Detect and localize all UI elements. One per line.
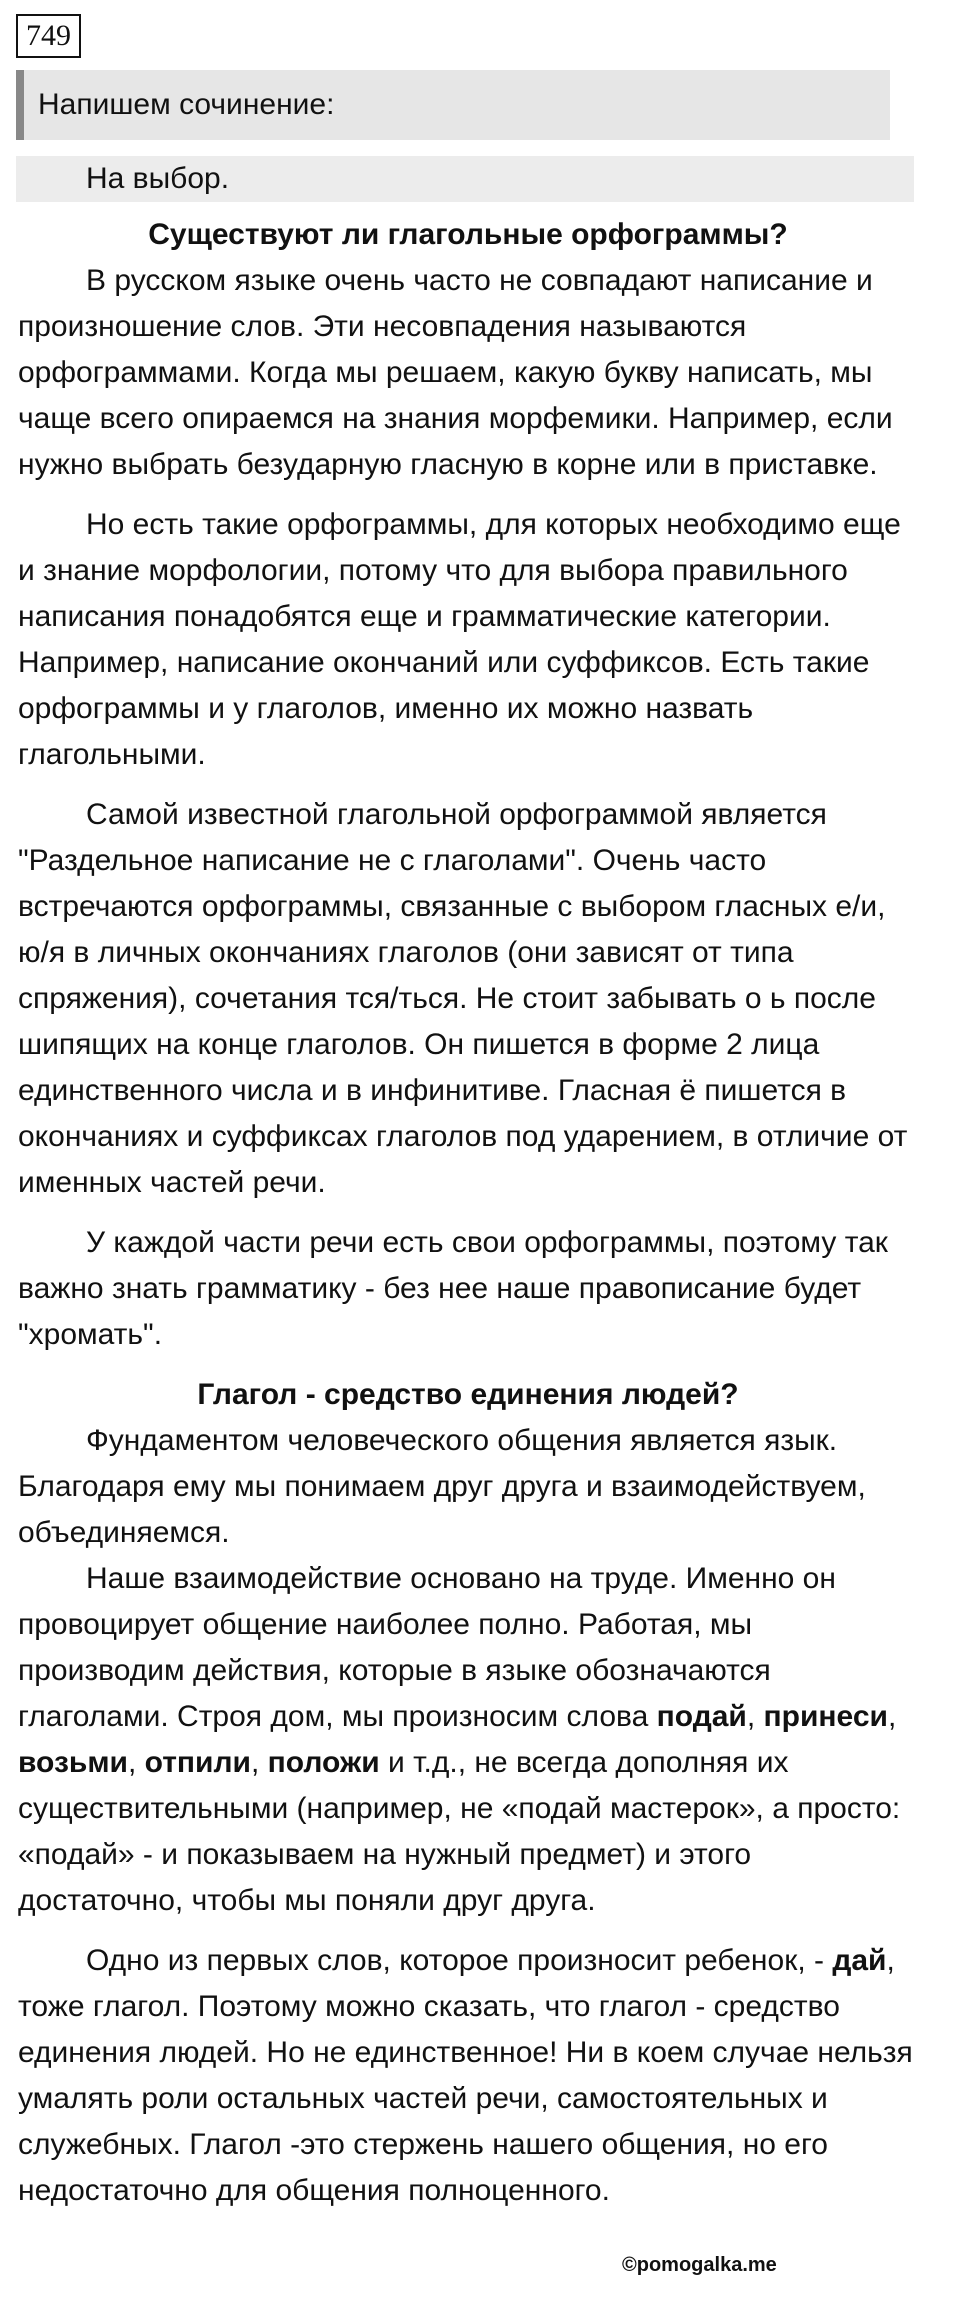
- text-span: Одно из первых слов, которое произносит ребенок, -: [86, 1944, 833, 1977]
- essay2-paragraph: [18, 1938, 918, 2214]
- choice-note: На выбор.: [16, 156, 914, 202]
- task-heading: Напишем сочинение:: [16, 70, 890, 140]
- essay1-paragraph: Самой известной глагольной орфограммой является "Раздельное написание не с глаголами". Очень часто встречаются орфограммы, связанные с выбором гласных е/и, ю/я в личных окончаниях глаголов (они зависят от типа спряжения), сочетания тся/ться. Не стоит забывать о ь после шипящих на конце глаголов. Он пишется в форме 2 лица единственного числа и в инфинитиве. Гласная ё пишется в окончаниях и суффиксах глаголов под ударением, в отличие от именных частей речи.: [18, 798, 908, 1199]
- bold-word: подай: [656, 1700, 747, 1733]
- essay2-paragraph: [18, 1556, 918, 1924]
- text-span: ,: [127, 1746, 145, 1779]
- bold-word: дай: [832, 1944, 887, 1977]
- text-span: ,: [250, 1746, 268, 1779]
- essay1-title: Существуют ли глагольные орфограммы?: [148, 218, 788, 251]
- text-span: Наше взаимодействие основано на труде. Именно он провоцирует общение наиболее полно. Работая, мы производим действия, которые в языке обозначаются глаголами. Строя дом, мы произносим слова: [18, 1562, 836, 1733]
- bold-word: принеси: [763, 1700, 888, 1733]
- text-span: , тоже глагол. Поэтому можно сказать, что глагол - средство единения людей. Но не единственное! Ни в коем случае нельзя умалять роли остальных частей речи, самостоятельных и служебных. Глагол -это стержень нашего общения, но его недостаточно для общения полноценного.: [18, 1944, 913, 2207]
- bold-word: возьми: [18, 1746, 128, 1779]
- watermark: ©pomogalka.me: [622, 2254, 777, 2276]
- essay2-title: Глагол - средство единения людей?: [197, 1378, 739, 1411]
- essay1-paragraph: В русском языке очень часто не совпадают написание и произношение слов. Эти несовпадения называются орфограммами. Когда мы решаем, какую букву написать, мы чаще всего опираемся на знания морфемики. Например, если нужно выбрать безударную гласную в корне или в приставке.: [18, 264, 893, 481]
- bold-word: положи: [267, 1746, 380, 1779]
- essay1-paragraph: У каждой части речи есть свои орфограммы, поэтому так важно знать грамматику - без нее наше правописание будет "хромать".: [18, 1226, 888, 1351]
- essay1-paragraph: Но есть такие орфограммы, для которых необходимо еще и знание морфологии, потому что для выбора правильного написания понадобятся еще и грамматические категории. Например, написание окончаний или суффиксов. Есть такие орфограммы и у глаголов, именно их можно назвать глагольными.: [18, 508, 901, 771]
- text-span: и т.д., не всегда дополняя их существительными (например, не «подай мастерок», а просто: «подай» - и показываем на нужный предмет) и этого достаточно, чтобы мы поняли друг друга.: [18, 1746, 901, 1917]
- essay2-paragraph: Фундаментом человеческого общения является язык. Благодаря ему мы понимаем друг друга и взаимодействуем, объединяемся.: [18, 1424, 866, 1549]
- bold-word: отпили: [144, 1746, 251, 1779]
- exercise-number: 749: [16, 14, 81, 58]
- text-span: ,: [887, 1700, 897, 1733]
- text-span: ,: [746, 1700, 764, 1733]
- essay-content: [18, 212, 918, 2228]
